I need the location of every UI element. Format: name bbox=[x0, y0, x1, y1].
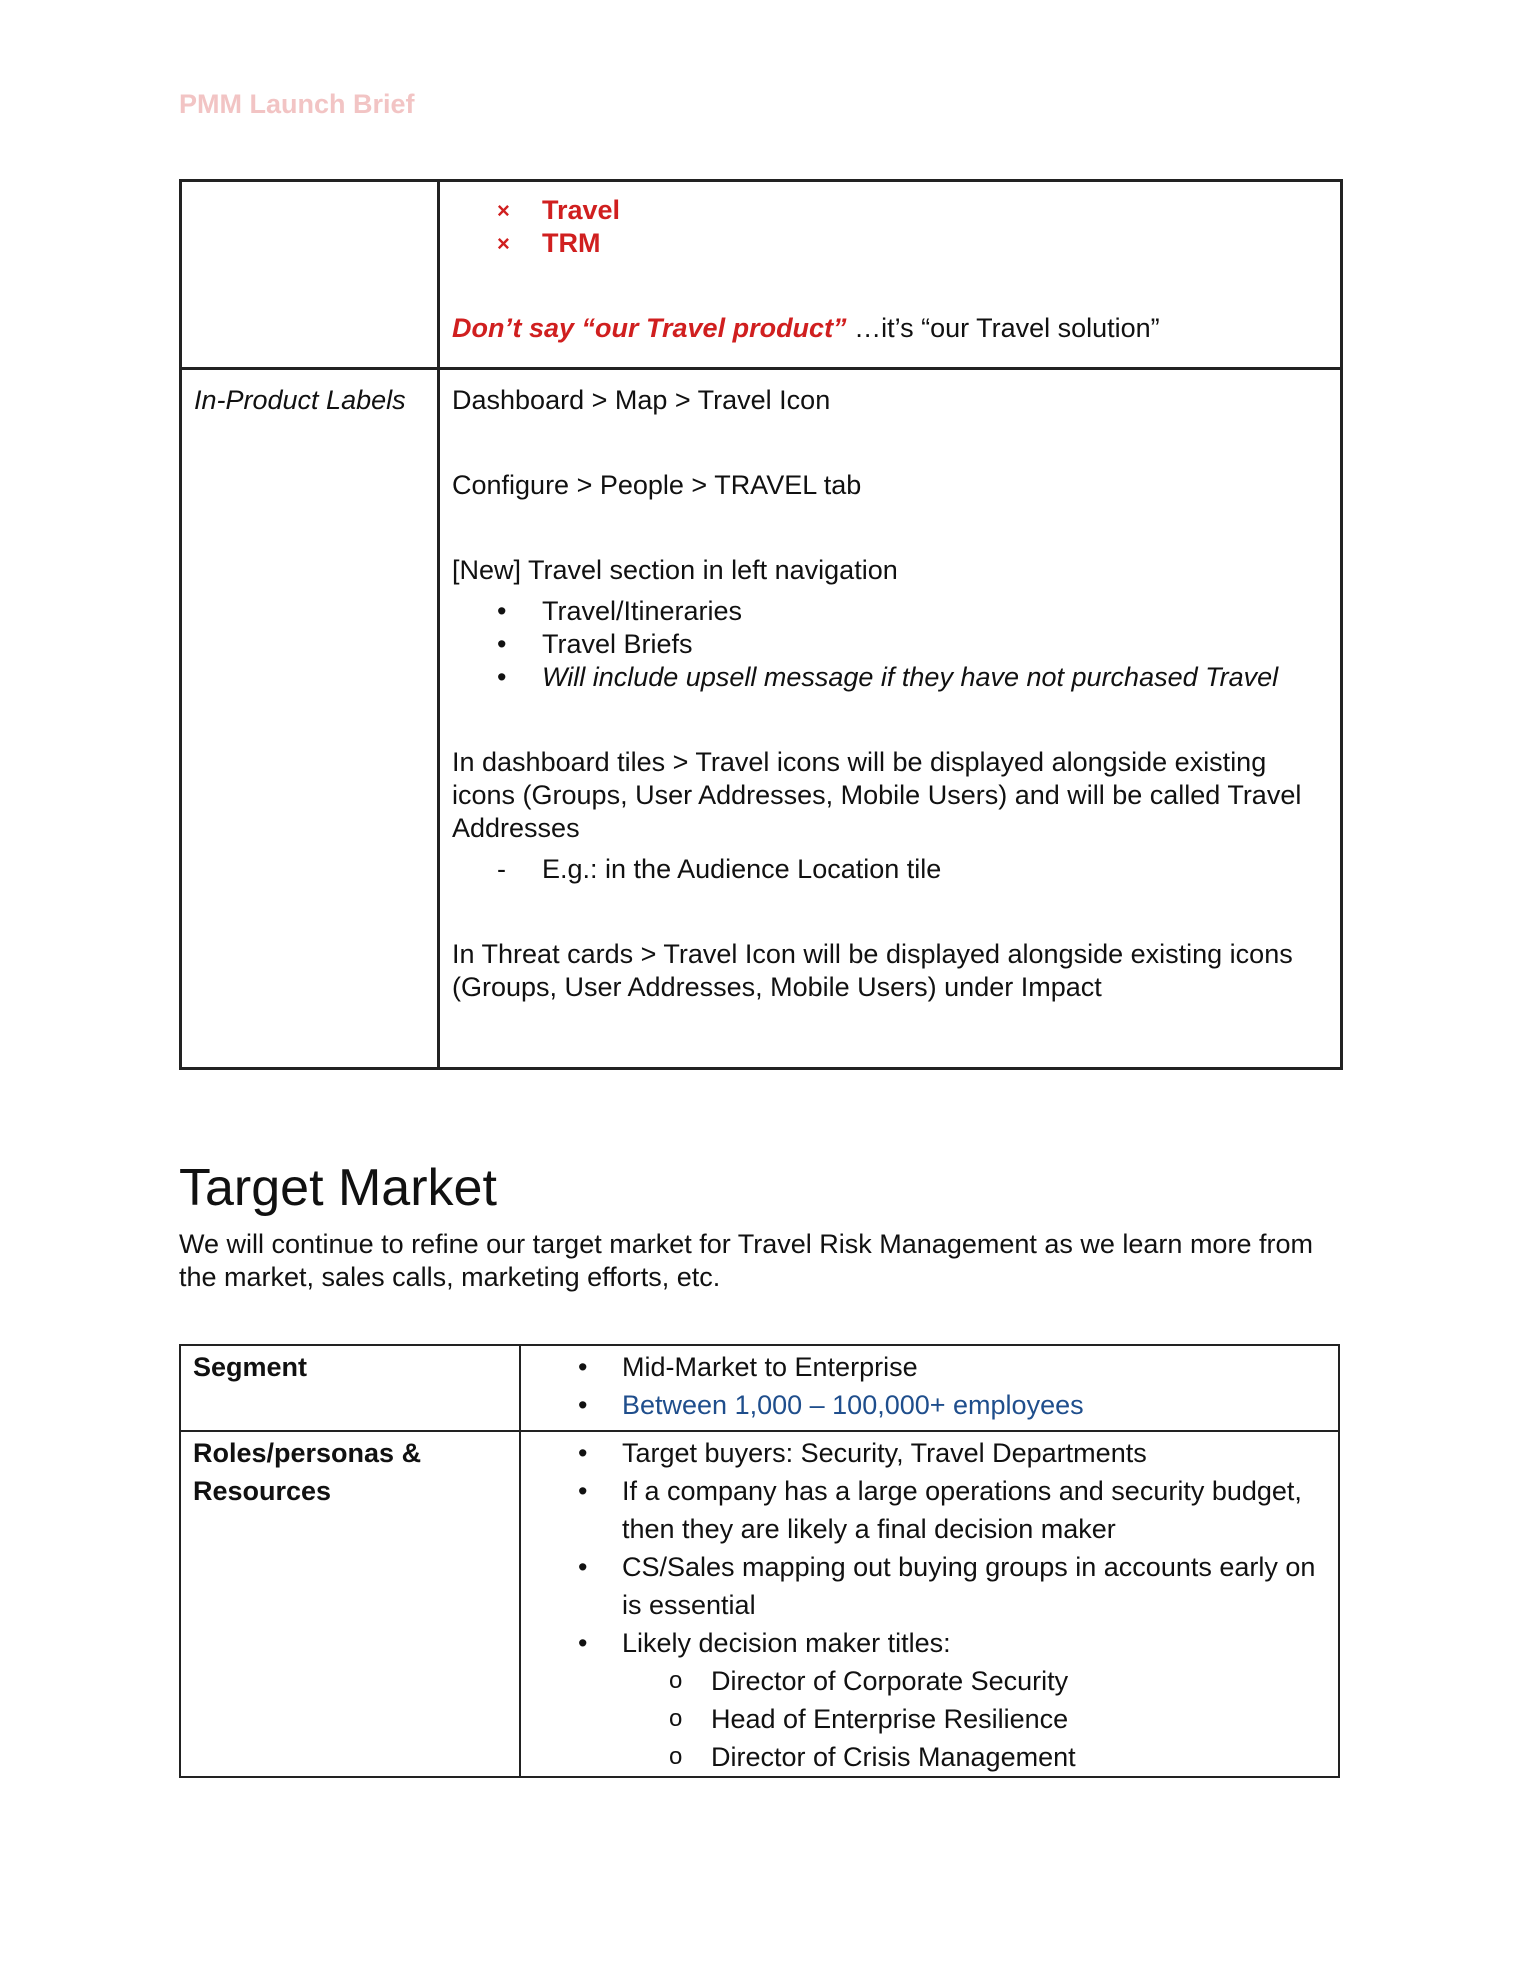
bullet-icon: • bbox=[497, 629, 507, 659]
list-item: • Mid-Market to Enterprise bbox=[521, 1348, 1338, 1386]
list-item: - E.g.: in the Audience Location tile bbox=[497, 854, 942, 884]
row-label: Segment bbox=[193, 1352, 308, 1382]
list-item: × TRM bbox=[497, 228, 601, 258]
bullet-icon: • bbox=[578, 1552, 588, 1582]
bullet-icon: • bbox=[497, 662, 507, 692]
table-cell-empty bbox=[181, 181, 439, 369]
bullet-icon: • bbox=[497, 596, 507, 626]
table-row bbox=[181, 369, 1342, 1069]
table-row bbox=[180, 1345, 1339, 1431]
table-cell bbox=[181, 369, 439, 1069]
table-cell bbox=[180, 1345, 520, 1431]
list-item: • Likely decision maker titles: bbox=[521, 1624, 1338, 1662]
list-item: • Will include upsell message if they have not purchased Travel bbox=[497, 662, 1279, 692]
list-item: × Travel bbox=[497, 195, 621, 225]
list-item: o Director of Crisis Management bbox=[521, 1738, 1338, 1776]
table-row bbox=[181, 181, 1342, 369]
threat-paragraph: In Threat cards > Travel Icon will be displayed alongside existing icons (Groups, User Addresses, Mobile Users) under Impact bbox=[452, 939, 1293, 1002]
label-path: [New] Travel section in left navigation bbox=[452, 555, 898, 585]
roles-list bbox=[521, 1434, 1338, 1662]
dash-icon: - bbox=[497, 854, 506, 884]
bullet-icon: • bbox=[578, 1390, 588, 1420]
circle-bullet-icon: o bbox=[669, 1705, 683, 1732]
avoid-terms-list bbox=[452, 194, 1328, 260]
list-item: o Head of Enterprise Resilience bbox=[521, 1700, 1338, 1738]
list-item: o Director of Corporate Security bbox=[521, 1662, 1338, 1700]
bullet-icon: • bbox=[578, 1352, 588, 1382]
x-mark-icon: × bbox=[497, 231, 510, 256]
table-cell bbox=[520, 1431, 1339, 1777]
nav-items-list bbox=[452, 595, 1328, 694]
list-item: • Travel Briefs bbox=[497, 629, 693, 659]
titles-list bbox=[521, 1662, 1338, 1776]
dont-say-text: Don’t say “our Travel product” bbox=[452, 313, 847, 343]
label-path: Dashboard > Map > Travel Icon bbox=[452, 385, 831, 415]
example-list bbox=[452, 853, 1328, 886]
messaging-guidance bbox=[452, 312, 1328, 345]
table-cell bbox=[439, 369, 1342, 1069]
circle-bullet-icon: o bbox=[669, 1667, 683, 1694]
section-intro: We will continue to refine our target market for Travel Risk Management as we learn more from the market, sales calls, marketing efforts, etc. bbox=[179, 1229, 1313, 1292]
page-header: PMM Launch Brief bbox=[179, 89, 415, 119]
dashboard-paragraph: In dashboard tiles > Travel icons will be displayed alongside existing icons (Groups, User Addresses, Mobile Users) and will be called Travel Addresses bbox=[452, 747, 1302, 843]
table-row bbox=[180, 1431, 1339, 1777]
label-path: Configure > People > TRAVEL tab bbox=[452, 470, 862, 500]
list-item: • Target buyers: Security, Travel Departments bbox=[521, 1434, 1338, 1472]
target-market-table bbox=[179, 1344, 1340, 1778]
section-title: Target Market bbox=[179, 1159, 497, 1217]
bullet-icon: • bbox=[578, 1628, 588, 1658]
bullet-icon: • bbox=[578, 1438, 588, 1468]
table-cell bbox=[439, 181, 1342, 369]
list-item: • CS/Sales mapping out buying groups in accounts early on is essential bbox=[521, 1548, 1338, 1624]
segment-list bbox=[521, 1348, 1338, 1424]
list-item: • Between 1,000 – 100,000+ employees bbox=[521, 1386, 1338, 1424]
row-label: In-Product Labels bbox=[194, 385, 406, 415]
bullet-icon: • bbox=[578, 1476, 588, 1506]
instead-text: …it’s “our Travel solution” bbox=[846, 313, 1160, 343]
table-cell bbox=[520, 1345, 1339, 1431]
row-label: Roles/personas & Resources bbox=[193, 1438, 422, 1506]
x-mark-icon: × bbox=[497, 198, 510, 223]
list-item: • Travel/Itineraries bbox=[497, 596, 743, 626]
table-cell bbox=[180, 1431, 520, 1777]
circle-bullet-icon: o bbox=[669, 1743, 683, 1770]
list-item: • If a company has a large operations and security budget, then they are likely a final decision maker bbox=[521, 1472, 1338, 1548]
labels-table bbox=[179, 179, 1343, 1070]
